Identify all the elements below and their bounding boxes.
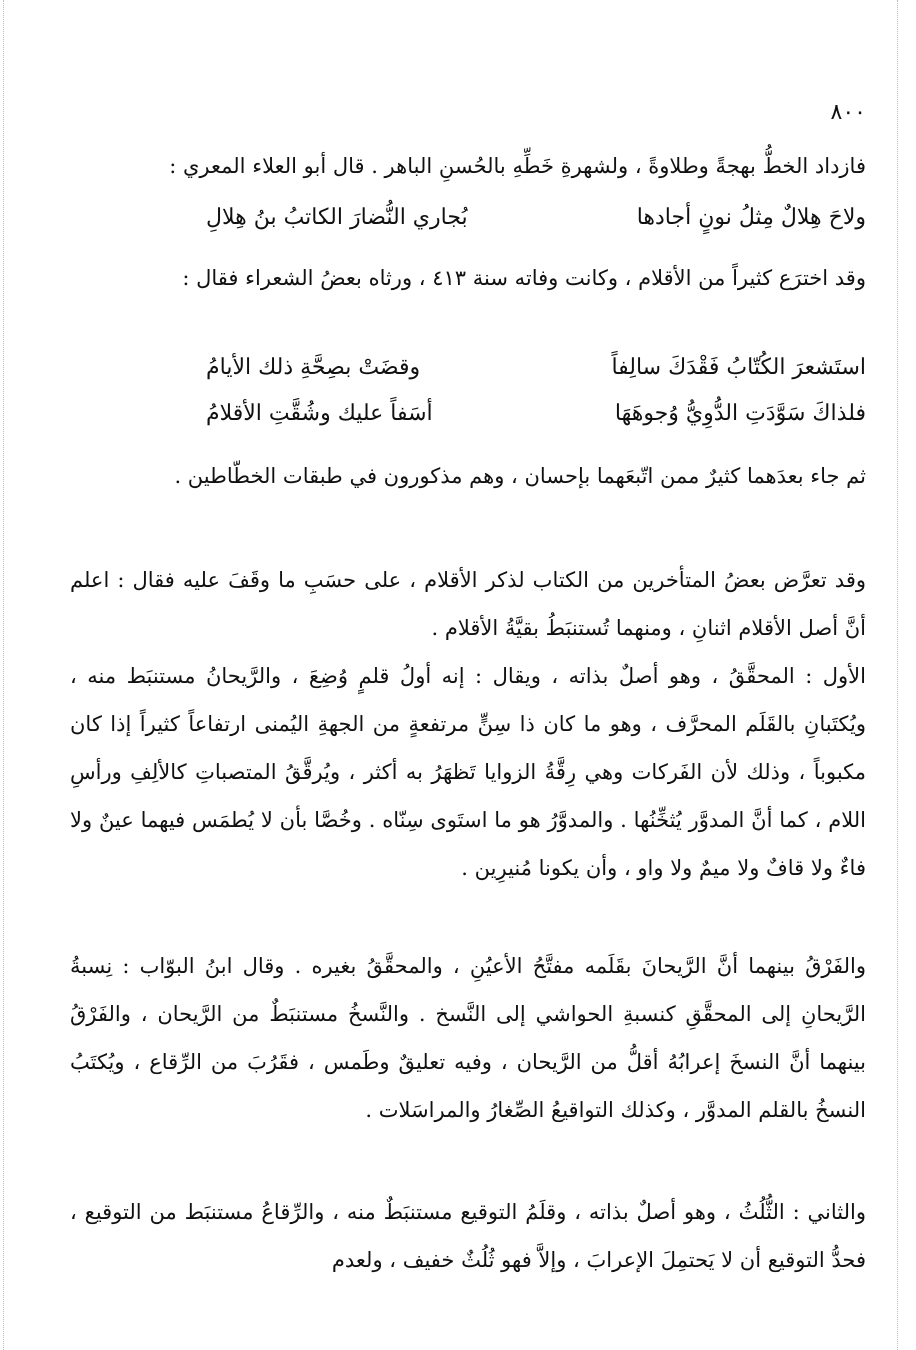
verse-1-first-hemistich: ولاحَ هِلالٌ مِثلُ نونٍ أجادها: [636, 205, 866, 230]
paragraph-6: والفَرْقُ بينهما أنَّ الرَّيحانَ بقَلَمه مفتَّحُ الأعيُنِ ، والمحقَّقُ بغيره . وقال ابنُ البوّاب : نِسبةُ الرَّيحانِ إلى المحقَّقِ كنسبةِ الحواشي إلى النَّسخ . والنَّسخُ مستنبَطٌ من الرَّيحان ، والفَرْقُ بينهما أنَّ النسخَ إعرابُهُ أقلُّ من الرَّيحان ، وفيه تعليقٌ وطَمس ، فقَرُبَ من الرِّقاع ، ويُكتَبُ النسخُ بالقلم المدوَّر ، وكذلك التواقيعُ الصِّغارُ والمراسَلات .: [70, 954, 866, 1122]
page-number: ٨٠٠: [830, 100, 866, 125]
verse-1: [206, 196, 866, 240]
verse-2: [206, 346, 866, 390]
verse-1-second-hemistich: بُجاري النُّضارَ الكاتبُ بنُ هِلالِ: [206, 205, 468, 230]
paragraph-4: وقد تعرَّض بعضُ المتأخرين من الكتاب لذكر الأقلام ، على حسَبِ ما وقَفَ عليه فقال : اعلم أنَّ أصل الأقلام اثنانِ ، ومنهما تُستنبَطُ بقيَّةُ الأقلام .: [70, 568, 866, 640]
paragraph-1: فازداد الخطُّ بهجةً وطلاوةً ، ولشهرةِ خَطِّهِ بالحُسنِ الباهر . قال أبو العلاء المعري :: [169, 154, 866, 178]
verse-3-first-hemistich: فلذاكَ سَوَّدَتِ الدُّوِيُّ وُجوهَهَا: [614, 401, 866, 426]
paragraph-2: وقد اخترَع كثيراً من الأقلام ، وكانت وفاته سنة ٤١٣ ، ورثاه بعضُ الشعراء فقال :: [182, 266, 866, 290]
paragraph-5: الأول : المحقَّقُ ، وهو أصلٌ بذاته ، ويقال : إنه أولُ قلمٍ وُضِعَ ، والرَّيحانُ مستنبَط منه ، ويُكتَبانِ بالقَلَم المحرَّف ، وهو ما كان ذا سِنٍّ مرتفعةٍ من الجهةِ اليُمنى ارتفاعاً كثيراً إذا كان مكبوباً ، وذلك لأن الفَركات وهي رِقَّةُ الزوايا تَظهَرُ به أكثر ، ويُرقَّقُ المتصباتِ كالألِفِ ورأسِ اللام ، كما أنَّ المدوَّر يُثخِّنُها . والمدوَّرُ هو ما استَوى سِنّاه . وخُصَّا بأن لا يُطمَس فيهما عينٌ ولا فاءٌ ولا قافٌ ولا ميمٌ ولا واو ، وأن يكونا مُنيرِين .: [70, 664, 866, 880]
scan-edge-left: [3, 0, 6, 1350]
verse-3: [206, 392, 866, 436]
verse-3-second-hemistich: أسَفاً عليك وشُقَّتِ الأقلامُ: [206, 401, 433, 426]
verse-2-second-hemistich: وقضَتْ بصِحَّةِ ذلك الأيامُ: [206, 355, 421, 380]
scan-edge-right: [897, 0, 900, 1350]
paragraph-7: والثاني : الثُّلُثُ ، وهو أصلٌ بذاته ، وقلَمُ التوقيع مستنبَطٌ منه ، والرِّقاعُ مستنبَط من التوقيع ، فحدُّ التوقيع أن لا يَحتمِلَ الإعرابَ ، وإلاَّ فهو ثُلُثٌ خفيف ، ولعدم: [70, 1200, 866, 1272]
verse-2-first-hemistich: استَشعرَ الكُتّابُ فَقْدَكَ سالِفاً: [611, 355, 866, 380]
paragraph-3: ثم جاء بعدَهما كثيرٌ ممن اتّبعَهما بإحسان ، وهم مذكورون في طبقات الخطّاطين .: [174, 464, 866, 488]
